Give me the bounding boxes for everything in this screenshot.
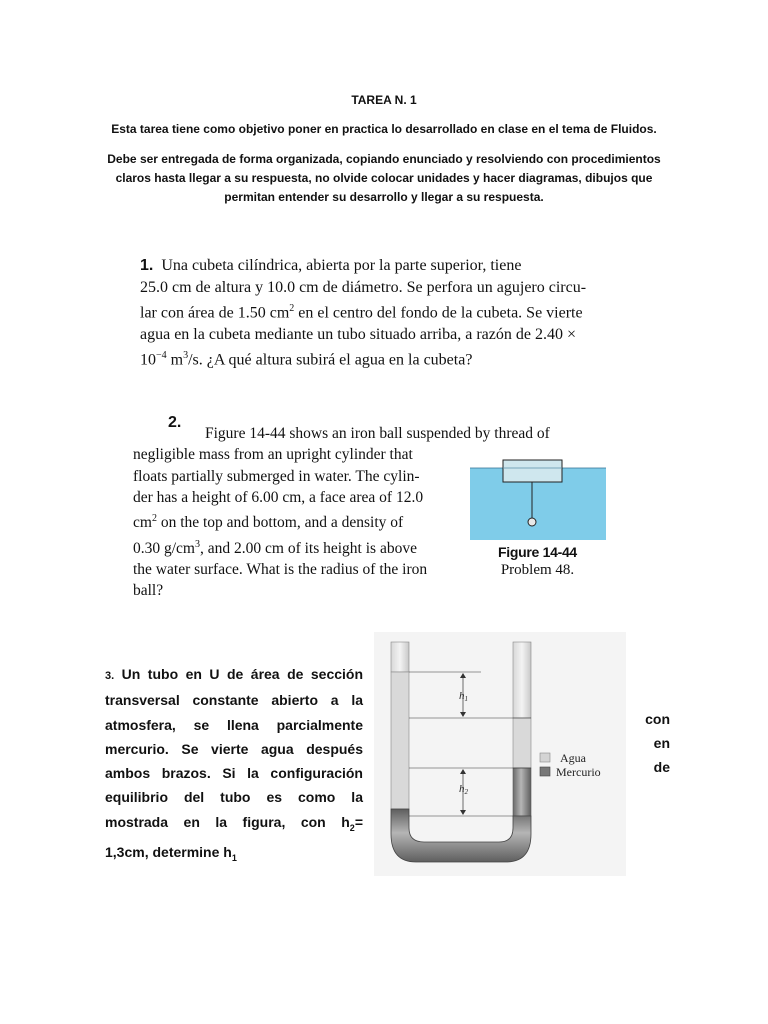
problem-text: Figure 14-44 shows an iron ball suspended by thread of	[205, 425, 550, 442]
problem-line: agua en la cubeta mediante un tubo situado arriba, a razón de 2.40 ×	[140, 325, 576, 343]
problem-line	[140, 298, 620, 324]
superscript: 3	[183, 350, 189, 362]
problem-3-side-text: en	[653, 735, 670, 751]
problem-1	[140, 255, 620, 371]
problem-line: ambos brazos. Si la configuración	[105, 765, 363, 782]
problem-line: mercurio. Se vierte agua después	[105, 740, 363, 757]
superscript: 3	[195, 538, 200, 550]
problem-text: on the top and bottom, and a density of	[156, 514, 404, 532]
problem-line: the water surface. What is the radius of the iron	[133, 561, 428, 579]
legend-water-label: Agua	[560, 751, 586, 765]
intro-line: permitan entender su desarrollo y llegar a su respuesta.	[224, 190, 544, 204]
page-title: TAREA N. 1	[351, 93, 417, 107]
right-arm-water	[513, 718, 531, 768]
problem-text: /s. ¿A qué altura subirá el agua en la cubeta?	[188, 351, 473, 369]
h1-label: h1	[459, 690, 468, 703]
problem-line	[105, 662, 363, 688]
problem-text: cm	[133, 514, 152, 532]
problem-line: atmosfera, se llena parcialmente	[105, 716, 363, 733]
legend-water-swatch	[540, 753, 550, 762]
superscript: −4	[156, 350, 167, 362]
problem-3-side-text: con	[645, 711, 670, 727]
u-tube-figure	[374, 632, 626, 876]
figure-caption	[470, 544, 605, 579]
problem-line	[140, 255, 620, 277]
intro-objective: Esta tarea tiene como objetivo poner en practica lo desarrollado en clase en el tema de Fluidos.	[111, 122, 657, 136]
problem-text: , and 2.00 cm of its height is above	[200, 539, 417, 557]
problem-line: ball?	[133, 582, 164, 600]
problem-line	[140, 345, 620, 371]
problem-text: lar con área de 1.50 cm	[140, 304, 290, 322]
problem-line	[105, 810, 363, 840]
problem-number: 3.	[105, 670, 115, 682]
right-arm-glass	[513, 642, 531, 718]
subscript: 2	[349, 822, 355, 833]
problem-line	[133, 534, 461, 559]
figure-problem-ref: Problem 48.	[500, 562, 575, 578]
problem-text: 10	[140, 351, 156, 369]
floating-cylinder	[503, 460, 562, 482]
problem-line	[133, 508, 461, 533]
right-arm-mercury	[513, 768, 531, 816]
problem-text: 0.30 g/cm	[133, 539, 195, 557]
problem-line: der has a height of 6.00 cm, a face area of 12.0	[133, 488, 424, 506]
problem-line: 25.0 cm de altura y 10.0 cm de diámetro. Se perfora un agujero circu-	[140, 278, 587, 296]
problem-text: m	[166, 351, 184, 369]
superscript: 2	[289, 303, 295, 314]
problem-text: Un tubo en U de área de sección	[121, 666, 364, 682]
legend-mercury-label: Mercurio	[556, 765, 601, 779]
problem-number: 1.	[140, 257, 154, 274]
legend-mercury-swatch	[540, 767, 550, 776]
problem-text: =	[354, 813, 363, 830]
h2-label: h2	[459, 783, 468, 796]
problem-text: Una cubeta cilíndrica, abierta por la parte superior, tiene	[161, 257, 522, 274]
iron-ball	[528, 518, 536, 526]
problem-line: negligible mass from an upright cylinder that	[133, 446, 413, 464]
problem-line: equilibrio del tubo es como la	[105, 789, 363, 806]
problem-number: 2.	[168, 414, 182, 431]
left-arm-water	[391, 672, 409, 809]
problem-3	[105, 662, 363, 870]
problem-text: 1,3cm, determine h	[105, 843, 232, 860]
figure-label: Figure 14-44	[498, 544, 577, 560]
intro-line: Debe ser entregada de forma organizada, copiando enunciado y resolviendo con procedimientos	[107, 152, 661, 166]
figure-14-44	[470, 454, 610, 542]
problem-line: transversal constante abierto a la	[105, 692, 363, 709]
intro-line: claros hasta llegar a su respuesta, no olvide colocar unidades y hacer diagramas, dibujos que	[115, 171, 653, 185]
subscript: 1	[231, 852, 237, 863]
problem-text: en el centro del fondo de la cubeta. Se vierte	[294, 304, 583, 322]
problem-line	[105, 840, 363, 870]
intro-instructions	[100, 150, 668, 207]
problem-3-side-text: de	[653, 759, 670, 775]
problem-line: floats partially submerged in water. The cylin-	[133, 467, 420, 485]
problem-line	[133, 423, 550, 444]
left-arm-glass	[391, 642, 409, 672]
superscript: 2	[151, 513, 157, 525]
problem-text: mostrada en la figura, con h	[105, 813, 350, 830]
